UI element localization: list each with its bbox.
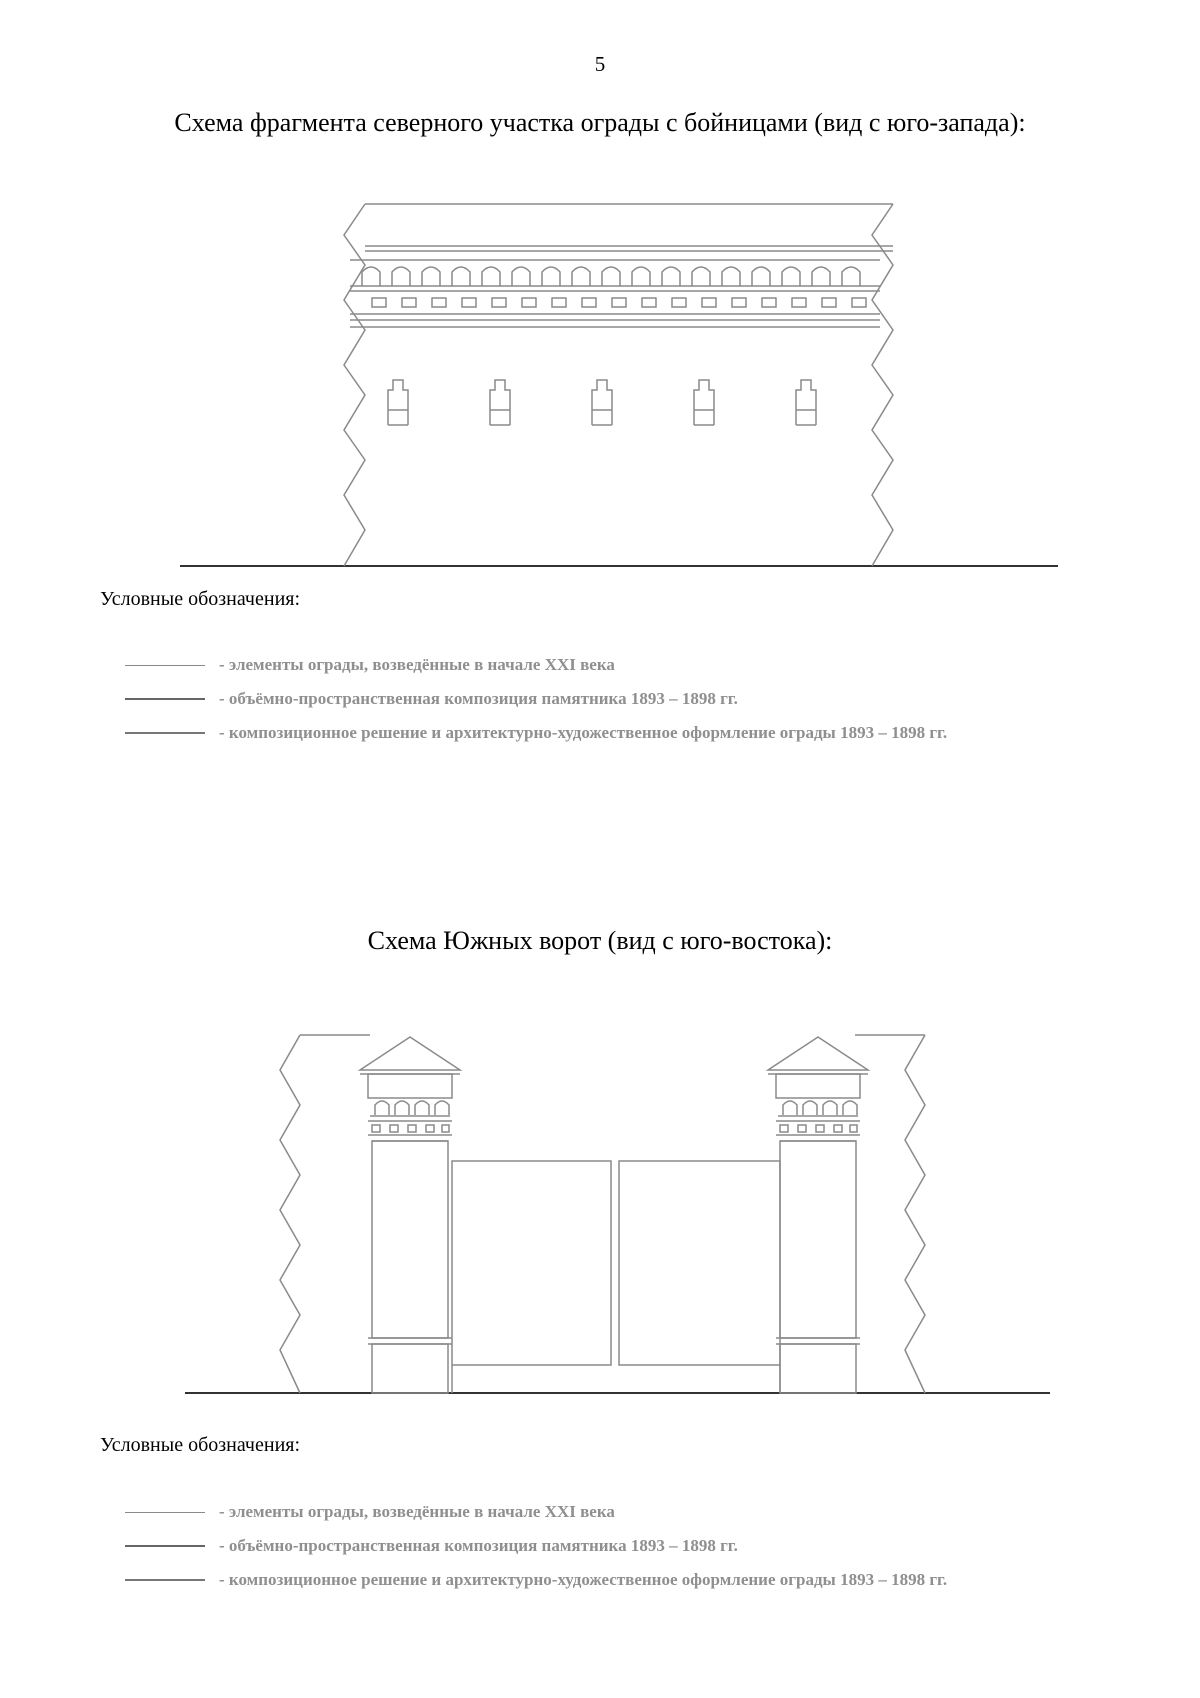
legend-line-sample bbox=[125, 665, 205, 666]
legend-1-item-1 bbox=[125, 648, 1185, 682]
legend-line-sample bbox=[125, 732, 205, 734]
legend-item-label: - элементы ограды, возведённые в начале XXI века bbox=[219, 1502, 615, 1521]
legend-item-label: - элементы ограды, возведённые в начале XXI века bbox=[219, 655, 615, 674]
loophole-5 bbox=[796, 380, 816, 425]
legend-2 bbox=[125, 1495, 1185, 1597]
left-gate-pillar bbox=[360, 1037, 460, 1393]
section-1-title: Схема фрагмента северного участка ограды с бойницами (вид с юго-запада): bbox=[174, 108, 1026, 137]
legend-1-heading: Условные обозначения: bbox=[100, 588, 301, 610]
left-break-line bbox=[344, 204, 365, 566]
legend-2-item-2 bbox=[125, 1529, 1185, 1563]
page-number: 5 bbox=[594, 52, 606, 76]
left-break-line bbox=[280, 1035, 300, 1393]
legend-line-sample bbox=[125, 1512, 205, 1513]
loophole-2 bbox=[490, 380, 510, 425]
section-2-title: Схема Южных ворот (вид с юго-востока): bbox=[367, 926, 833, 955]
legend-1-item-3 bbox=[125, 716, 1185, 750]
legend-line-sample bbox=[125, 1545, 205, 1547]
arch-row bbox=[362, 267, 860, 286]
gate-leaf-left bbox=[452, 1161, 611, 1365]
legend-item-label: - композиционное решение и архитектурно-художественное оформление ограды 1893 – 1898 гг. bbox=[219, 723, 948, 742]
right-break-line bbox=[905, 1035, 925, 1393]
legend-item-label: - композиционное решение и архитектурно-художественное оформление ограды 1893 – 1898 гг. bbox=[219, 1570, 948, 1589]
legend-item-label: - объёмно-пространственная композиция памятника 1893 – 1898 гг. bbox=[219, 1536, 738, 1555]
legend-2-item-1 bbox=[125, 1495, 1185, 1529]
right-gate-pillar bbox=[768, 1037, 868, 1393]
gate-leaf-right bbox=[619, 1161, 780, 1365]
niche-row bbox=[372, 298, 866, 307]
right-break-line bbox=[872, 204, 893, 566]
legend-2-item-3 bbox=[125, 1563, 1185, 1597]
legend-2-heading: Условные обозначения: bbox=[100, 1434, 301, 1456]
loophole-3 bbox=[592, 380, 612, 425]
loophole-1 bbox=[388, 380, 408, 425]
south-gate-drawing bbox=[0, 1025, 1200, 1415]
legend-line-sample bbox=[125, 698, 205, 700]
loophole-4 bbox=[694, 380, 714, 425]
legend-item-label: - объёмно-пространственная композиция памятника 1893 – 1898 гг. bbox=[219, 689, 738, 708]
north-fence-drawing bbox=[0, 190, 1200, 580]
legend-line-sample bbox=[125, 1579, 205, 1581]
legend-1 bbox=[125, 648, 1185, 750]
legend-1-item-2 bbox=[125, 682, 1185, 716]
